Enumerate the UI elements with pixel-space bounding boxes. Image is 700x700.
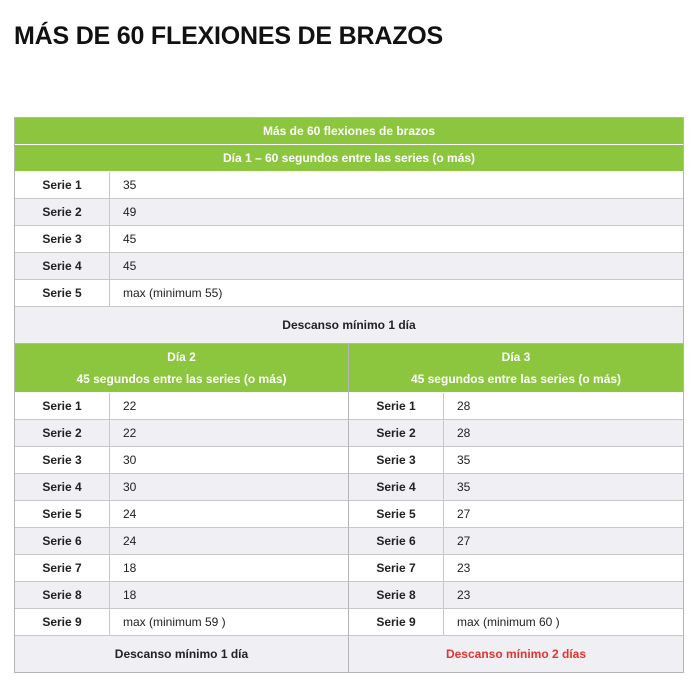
day1-rows <box>15 172 683 307</box>
day2-heading: Día 2 <box>167 350 196 364</box>
table-row <box>349 501 683 528</box>
day1-heading: Día 1 – 60 segundos entre las series (o más) <box>15 145 683 172</box>
table-row <box>349 528 683 555</box>
serie-value: 18 <box>123 588 137 602</box>
day3-column <box>349 344 683 672</box>
table-row <box>15 199 683 226</box>
table-row <box>15 582 348 609</box>
serie-value: 35 <box>457 480 471 494</box>
serie-label: Serie 6 <box>15 528 110 554</box>
table-row <box>349 474 683 501</box>
serie-value: 18 <box>123 561 137 575</box>
day1-rest: Descanso mínimo 1 día <box>15 307 683 344</box>
serie-label: Serie 9 <box>15 609 110 635</box>
day2-day3-columns <box>15 344 683 672</box>
serie-value: 23 <box>457 588 471 602</box>
table-row <box>349 447 683 474</box>
serie-value: max (minimum 55) <box>123 286 223 300</box>
day3-header <box>349 344 683 393</box>
serie-value: 30 <box>123 453 137 467</box>
table-row <box>15 555 348 582</box>
day2-column <box>15 344 349 672</box>
serie-value: max (minimum 60 ) <box>457 615 560 629</box>
day2-header <box>15 344 348 393</box>
serie-value: 30 <box>123 480 137 494</box>
table-row <box>15 420 348 447</box>
serie-value: 22 <box>123 426 137 440</box>
page-title: MÁS DE 60 FLEXIONES DE BRAZOS <box>14 22 443 50</box>
serie-value: 45 <box>123 232 137 246</box>
table-row <box>349 609 683 636</box>
serie-label: Serie 6 <box>349 528 444 554</box>
serie-value: 45 <box>123 259 137 273</box>
serie-label: Serie 3 <box>15 447 110 473</box>
serie-value: max (minimum 59 ) <box>123 615 226 629</box>
table-row <box>15 172 683 199</box>
table-row <box>15 609 348 636</box>
serie-label: Serie 8 <box>349 582 444 608</box>
serie-label: Serie 5 <box>15 501 110 527</box>
serie-label: Serie 2 <box>15 420 110 446</box>
serie-label: Serie 4 <box>349 474 444 500</box>
table-row <box>15 501 348 528</box>
table-row <box>349 420 683 447</box>
serie-label: Serie 4 <box>15 253 110 279</box>
table-row <box>349 393 683 420</box>
table-row <box>15 253 683 280</box>
day3-subheading: 45 segundos entre las series (o más) <box>410 372 622 386</box>
day3-rest: Descanso mínimo 2 días <box>349 636 683 672</box>
table-row <box>15 226 683 253</box>
serie-value: 27 <box>457 507 471 521</box>
table-row <box>349 582 683 609</box>
serie-label: Serie 9 <box>349 609 444 635</box>
serie-label: Serie 1 <box>15 172 110 198</box>
table-row <box>15 474 348 501</box>
serie-value: 23 <box>457 561 471 575</box>
serie-label: Serie 3 <box>15 226 110 252</box>
serie-label: Serie 8 <box>15 582 110 608</box>
serie-label: Serie 7 <box>349 555 444 581</box>
day3-rows <box>349 393 683 636</box>
workout-table <box>14 117 684 673</box>
serie-label: Serie 5 <box>349 501 444 527</box>
serie-value: 28 <box>457 426 471 440</box>
serie-value: 27 <box>457 534 471 548</box>
serie-label: Serie 1 <box>15 393 110 419</box>
day2-rows <box>15 393 348 636</box>
day2-rest: Descanso mínimo 1 día <box>15 636 348 672</box>
table-header: Más de 60 flexiones de brazos <box>15 118 683 145</box>
table-row <box>15 528 348 555</box>
serie-value: 49 <box>123 205 137 219</box>
serie-value: 28 <box>457 399 471 413</box>
serie-value: 24 <box>123 507 137 521</box>
table-row <box>349 555 683 582</box>
serie-value: 24 <box>123 534 137 548</box>
serie-label: Serie 2 <box>349 420 444 446</box>
table-row <box>15 447 348 474</box>
table-row <box>15 280 683 307</box>
serie-value: 22 <box>123 399 137 413</box>
table-row <box>15 393 348 420</box>
serie-label: Serie 4 <box>15 474 110 500</box>
day3-heading: Día 3 <box>501 350 531 364</box>
serie-label: Serie 3 <box>349 447 444 473</box>
serie-value: 35 <box>457 453 471 467</box>
serie-label: Serie 2 <box>15 199 110 225</box>
serie-label: Serie 5 <box>15 280 110 306</box>
serie-label: Serie 7 <box>15 555 110 581</box>
serie-label: Serie 1 <box>349 393 444 419</box>
serie-value: 35 <box>123 178 137 192</box>
day2-subheading: 45 segundos entre las series (o más) <box>76 372 287 386</box>
